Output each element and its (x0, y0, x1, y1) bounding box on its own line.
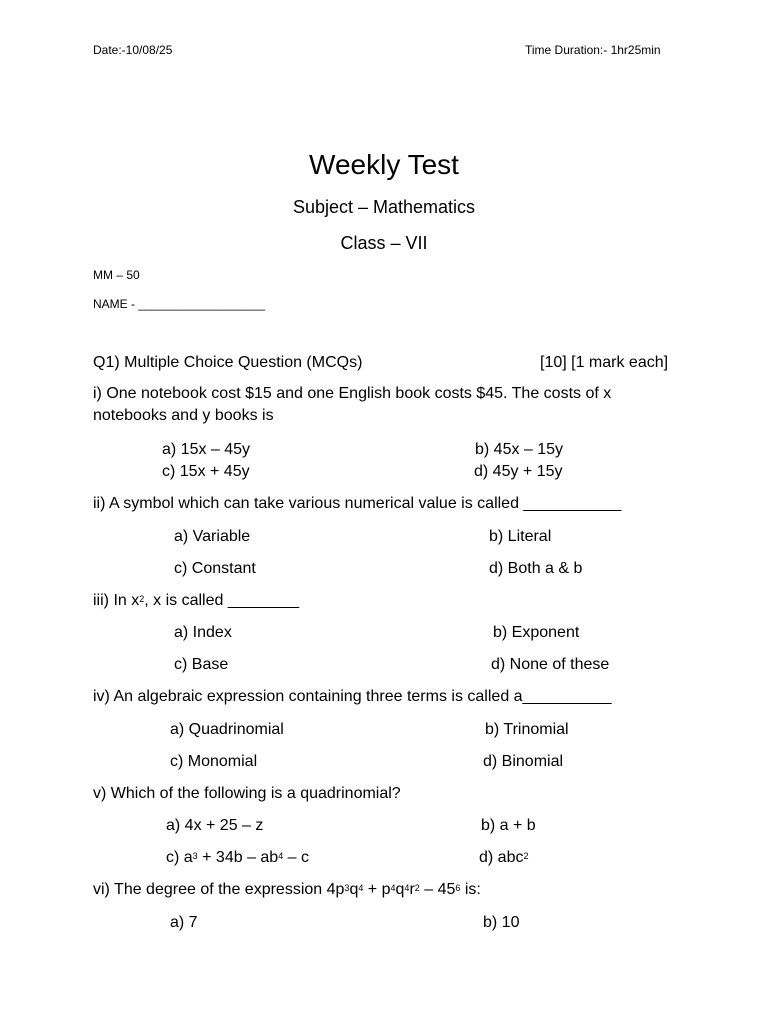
question-6-option-b: b) 10 (483, 914, 520, 931)
question-4-option-d: d) Binomial (483, 753, 564, 770)
question-4-option-b: b) Trinomial (485, 721, 569, 738)
question-1-text: i) One notebook cost $15 and one English book costs $45. The costs of x notebooks and y books is (93, 385, 612, 424)
question-4-option-a: a) Quadrinomial (170, 721, 284, 738)
section-marks: [10] [1 mark each] (540, 354, 669, 371)
section-heading: Q1) Multiple Choice Question (MCQs) (93, 354, 363, 371)
question-6-text: vi) The degree of the expression $4p^3q^4 + p^4q^4r^2 - 45^6$ is: (93, 881, 481, 898)
question-4-text: iv) An algebraic expression containing three terms is called a__________ (93, 688, 612, 705)
question-1-option-b: b) 45x – 15y (475, 441, 564, 458)
question-3-option-c: c) Base (174, 656, 229, 673)
question-1-option-c: c) 15x + 45y (162, 463, 250, 480)
question-6-option-a: a) 7 (170, 914, 198, 931)
page-title: Weekly Test (309, 149, 459, 180)
question-2-option-a: a) Variable (174, 528, 251, 545)
date-label: Date:-10/08/25 (93, 43, 173, 57)
question-5-option-d: d) abc$^2$ (479, 849, 529, 866)
subject-heading: Subject – Mathematics (292, 197, 476, 217)
class-heading: Class – VII (340, 233, 428, 253)
name-field: NAME - ___________________ (93, 297, 266, 311)
question-2-option-d: d) Both a & b (489, 560, 583, 577)
question-3-option-d: d) None of these (491, 656, 610, 673)
question-3-text: iii) In $x^2$, x is called ________ (93, 592, 300, 609)
max-marks-label: MM – 50 (93, 268, 140, 282)
question-2-option-c: c) Constant (174, 560, 256, 577)
question-5-text: v) Which of the following is a quadrinomial? (93, 785, 401, 802)
question-5-option-b: b) a + b (481, 817, 536, 834)
time-duration-label: Time Duration:- 1hr25min (525, 43, 661, 57)
question-5-option-c: c) $a^3 + 34b - ab^4 - c$ (166, 849, 310, 866)
question-1-option-d: d) 45y + 15y (474, 463, 563, 480)
question-2-text: ii) A symbol which can take various numerical value is called ___________ (93, 495, 622, 512)
question-1-option-a: a) 15x – 45y (162, 441, 251, 458)
question-3-option-a: a) Index (174, 624, 232, 641)
question-2-option-b: b) Literal (489, 528, 552, 545)
question-5-option-a: a) 4x + 25 – z (166, 817, 264, 834)
question-3-option-b: b) Exponent (493, 624, 580, 641)
question-4-option-c: c) Monomial (170, 753, 258, 770)
